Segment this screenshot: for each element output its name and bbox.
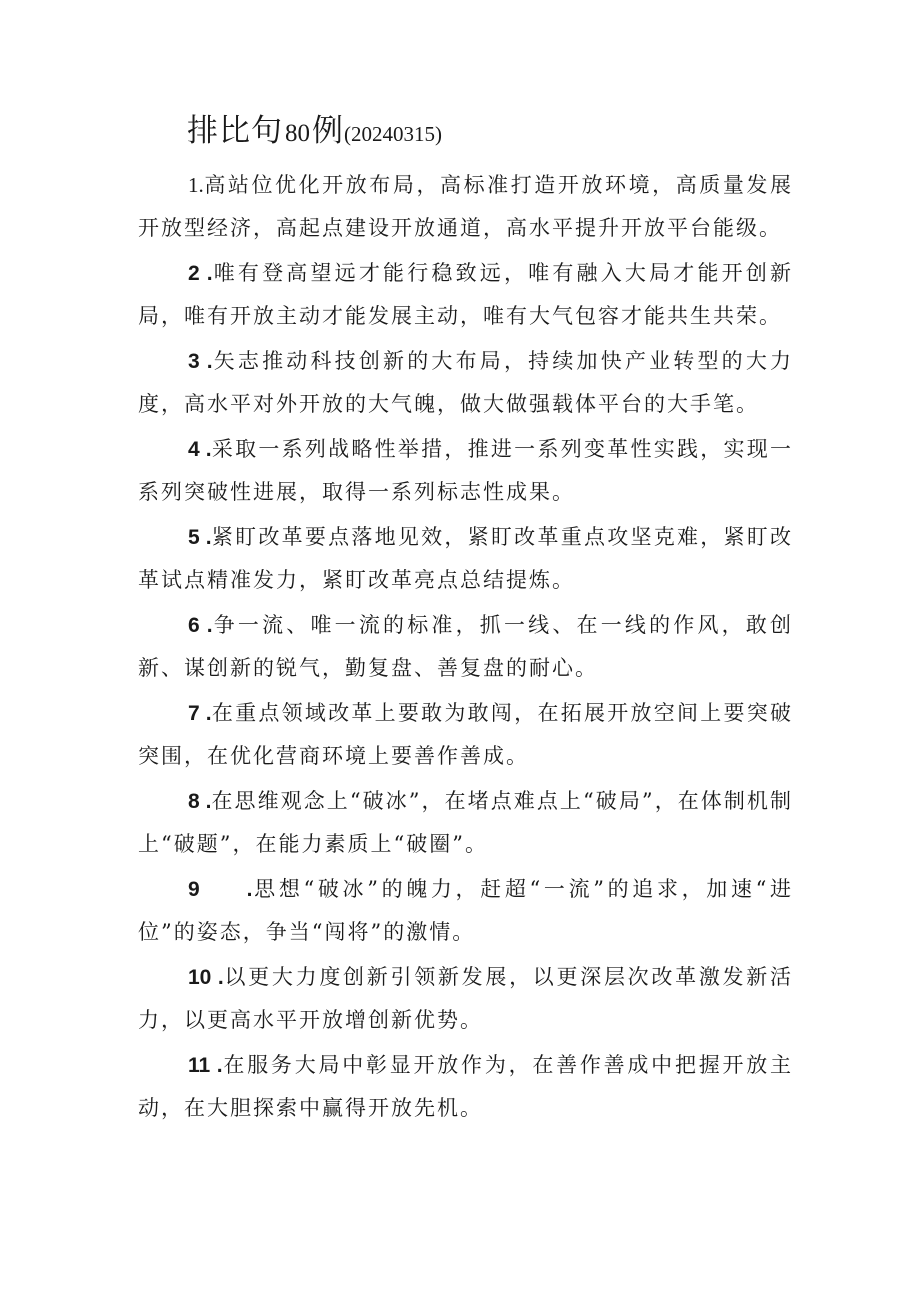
- item-number: 1.: [188, 173, 204, 197]
- item-text: 在服务大局中彰显开放作为，在善作善成中把握开放主动，在大胆探索中赢得开放先机。: [138, 1053, 793, 1120]
- item-text: 以更大力度创新引领新发展，以更深层次改革激发新活力，以更高水平开放增创新优势。: [138, 965, 793, 1032]
- title-date: (20240315): [344, 122, 442, 146]
- list-item: [138, 868, 793, 954]
- item-number: 3 .: [188, 350, 213, 373]
- item-text: 矢志推动科技创新的大布局，持续加快产业转型的大力度，高水平对外开放的大气魄，做大做强载体平台的大手笔。: [138, 349, 793, 416]
- list-item: [138, 956, 793, 1042]
- item-list: [138, 164, 793, 1132]
- title-text-suffix: 例: [312, 113, 344, 149]
- list-item: [138, 428, 793, 514]
- list-item: [138, 780, 793, 866]
- item-text: 紧盯改革要点落地见效，紧盯改革重点攻坚克难，紧盯改革试点精准发力，紧盯改革亮点总结提炼。: [138, 525, 793, 592]
- item-text: 高站位优化开放布局，高标准打造开放环境，高质量发展开放型经济，高起点建设开放通道，高水平提升开放平台能级。: [138, 173, 793, 240]
- item-number: 7 .: [188, 702, 212, 725]
- list-item: [138, 252, 793, 338]
- item-number: 5 .: [188, 526, 212, 549]
- document-title: [187, 113, 442, 149]
- item-number: 10 .: [188, 966, 224, 989]
- title-count: 80: [285, 120, 310, 147]
- item-number: 6 .: [188, 614, 213, 637]
- item-number: 4 .: [188, 438, 212, 461]
- item-number: 8 .: [188, 790, 212, 813]
- list-item: [138, 164, 793, 250]
- item-text: 在重点领域改革上要敢为敢闯，在拓展开放空间上要突破突围，在优化营商环境上要善作善成。: [138, 701, 793, 768]
- list-item: [138, 516, 793, 602]
- list-item: [138, 1044, 793, 1130]
- list-item: [138, 692, 793, 778]
- list-item: [138, 340, 793, 426]
- item-text: 争一流、唯一流的标准，抓一线、在一线的作风，敢创新、谋创新的锐气，勤复盘、善复盘的耐心。: [138, 613, 793, 680]
- item-text: 采取一系列战略性举措，推进一系列变革性实践，实现一系列突破性进展，取得一系列标志性成果。: [138, 437, 793, 504]
- item-text: 思想“破冰”的魄力，赶超“一流”的追求，加速“进位”的姿态，争当“闯将”的激情。: [138, 877, 793, 944]
- title-text: 排比句: [187, 113, 283, 149]
- item-text: 唯有登高望远才能行稳致远，唯有融入大局才能开创新局，唯有开放主动才能发展主动，唯有大气包容才能共生共荣。: [138, 261, 793, 328]
- item-number: 9 .: [188, 878, 253, 901]
- item-number: 2 .: [188, 262, 213, 285]
- item-text: 在思维观念上“破冰”，在堵点难点上“破局”，在体制机制上“破题”，在能力素质上“破圈”。: [138, 789, 793, 856]
- list-item: [138, 604, 793, 690]
- item-number: 11 .: [188, 1054, 223, 1077]
